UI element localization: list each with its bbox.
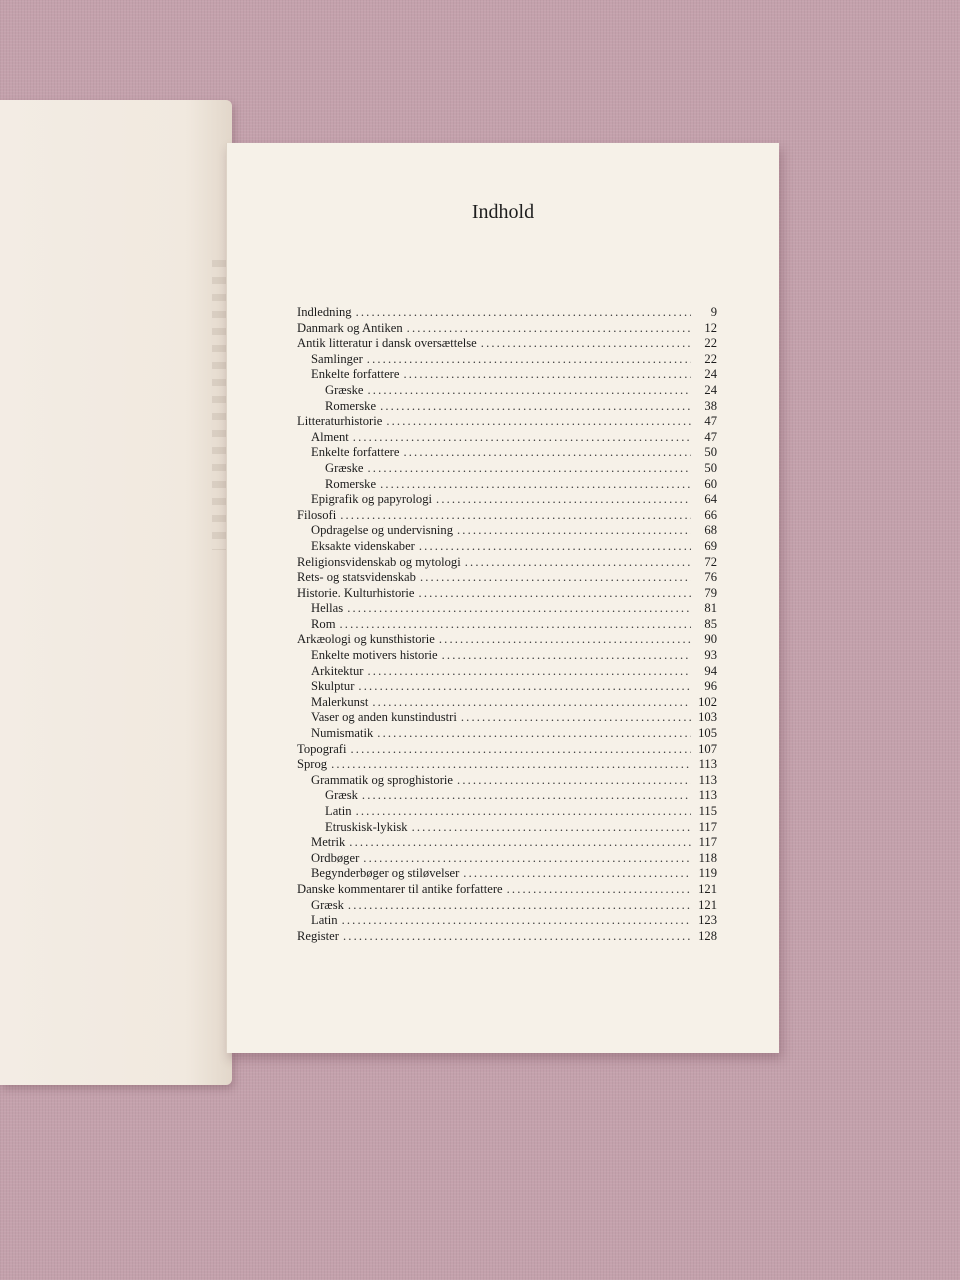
toc-entry-page: 22 bbox=[704, 351, 717, 366]
dot-leader bbox=[367, 383, 691, 399]
toc-entry bbox=[297, 352, 717, 368]
dot-leader bbox=[457, 523, 691, 539]
toc-entry-label: Begynderbøger og stiløvelser bbox=[311, 866, 460, 881]
toc-entry bbox=[297, 898, 717, 914]
dot-leader bbox=[442, 648, 691, 664]
toc-entry-page: 24 bbox=[704, 382, 717, 397]
dot-leader bbox=[412, 820, 691, 836]
toc-entry bbox=[297, 757, 717, 773]
toc-entry-page: 123 bbox=[698, 913, 717, 928]
left-page bbox=[0, 100, 232, 1085]
toc-entry-label: Alment bbox=[311, 429, 349, 444]
dot-leader bbox=[386, 414, 691, 430]
toc-entry bbox=[297, 321, 717, 337]
toc-entry bbox=[297, 508, 717, 524]
dot-leader bbox=[343, 929, 691, 945]
toc-entry bbox=[297, 710, 717, 726]
dot-leader bbox=[380, 477, 691, 493]
toc-entry-page: 115 bbox=[698, 804, 717, 818]
toc-entry-label: Hellas bbox=[311, 601, 344, 616]
dot-leader bbox=[407, 321, 691, 337]
toc-entry-label: Register bbox=[297, 928, 339, 943]
toc-entry-page: 113 bbox=[698, 788, 717, 803]
toc-entry-page: 121 bbox=[698, 881, 717, 896]
dot-leader bbox=[403, 367, 691, 383]
toc-entry bbox=[297, 742, 717, 758]
dot-leader bbox=[457, 773, 691, 789]
toc-entry-label: Enkelte forfattere bbox=[311, 445, 400, 460]
toc-entry bbox=[297, 695, 717, 711]
toc-entry-label: Ordbøger bbox=[311, 850, 360, 865]
toc-entry-page: 22 bbox=[704, 336, 717, 351]
toc-entry bbox=[297, 851, 717, 867]
dot-leader bbox=[350, 742, 691, 758]
dot-leader bbox=[377, 726, 691, 742]
toc-entry bbox=[297, 632, 717, 648]
toc-entry-page: 24 bbox=[704, 367, 717, 382]
toc-entry-label: Latin bbox=[325, 804, 352, 818]
toc-entry bbox=[297, 648, 717, 664]
dot-leader bbox=[340, 508, 691, 524]
toc-entry bbox=[297, 664, 717, 680]
toc-entry-page: 50 bbox=[704, 445, 717, 460]
toc-entry-page: 107 bbox=[698, 741, 717, 756]
toc-entry bbox=[297, 601, 717, 617]
toc-entry bbox=[297, 336, 717, 352]
toc-entry-label: Grammatik og sproghistorie bbox=[311, 772, 454, 787]
toc-entry bbox=[297, 882, 717, 898]
toc-entry bbox=[297, 570, 717, 586]
toc-entry-label: Græske bbox=[325, 382, 364, 397]
toc-entry-page: 68 bbox=[704, 523, 717, 538]
dot-leader bbox=[439, 632, 691, 648]
toc-entry-label: Rets- og statsvidenskab bbox=[297, 570, 416, 585]
toc-entry-page: 66 bbox=[704, 507, 717, 522]
toc-entry bbox=[297, 788, 717, 804]
dot-leader bbox=[419, 586, 691, 602]
toc-entry-page: 12 bbox=[704, 320, 717, 335]
toc-entry bbox=[297, 414, 717, 430]
dot-leader bbox=[403, 445, 691, 461]
right-page bbox=[226, 143, 779, 1053]
toc-entry-label: Skulptur bbox=[311, 679, 355, 694]
toc-entry-page: 103 bbox=[698, 710, 717, 725]
toc-entry bbox=[297, 383, 717, 399]
toc-entry-page: 113 bbox=[698, 772, 717, 787]
toc-entry-label: Epigrafik og papyrologi bbox=[311, 492, 433, 507]
toc-entry-page: 93 bbox=[704, 648, 717, 663]
toc-entry bbox=[297, 492, 717, 508]
toc-entry-label: Topografi bbox=[297, 741, 347, 756]
toc-entry-label: Græsk bbox=[325, 788, 358, 803]
dot-leader bbox=[367, 352, 691, 368]
toc-entry-page: 118 bbox=[698, 850, 717, 865]
toc-entry bbox=[297, 586, 717, 602]
toc-entry bbox=[297, 523, 717, 539]
toc-entry-label: Malerkunst bbox=[311, 694, 369, 709]
toc-entry-label: Numismatik bbox=[311, 726, 374, 741]
toc-entry bbox=[297, 679, 717, 695]
toc-entry-label: Latin bbox=[311, 913, 338, 928]
toc-entry-page: 121 bbox=[698, 897, 717, 912]
toc-entry-label: Danske kommentarer til antike forfattere bbox=[297, 881, 503, 896]
toc-entry bbox=[297, 820, 717, 836]
toc-entry-page: 47 bbox=[704, 414, 717, 429]
dot-leader bbox=[362, 788, 691, 804]
dot-leader bbox=[367, 461, 691, 477]
toc-entry-label: Antik litteratur i dansk oversættelse bbox=[297, 336, 477, 351]
toc-entry bbox=[297, 555, 717, 571]
toc-entry-label: Religionsvidenskab og mytologi bbox=[297, 554, 461, 569]
toc-entry-label: Romerske bbox=[325, 476, 377, 491]
dot-leader bbox=[420, 570, 691, 586]
dot-leader bbox=[465, 555, 691, 571]
page-title: Indhold bbox=[471, 201, 535, 223]
toc-entry-page: 69 bbox=[704, 538, 717, 553]
toc-entry-page: 96 bbox=[704, 679, 717, 694]
toc-entry-label: Arkitektur bbox=[311, 663, 364, 678]
dot-leader bbox=[340, 617, 692, 633]
toc-entry-page: 38 bbox=[704, 398, 717, 413]
dot-leader bbox=[356, 804, 691, 820]
toc-entry-page: 81 bbox=[704, 601, 717, 616]
toc-entry bbox=[297, 539, 717, 555]
dot-leader bbox=[331, 757, 691, 773]
toc-entry bbox=[297, 461, 717, 477]
toc-entry-page: 47 bbox=[704, 429, 717, 444]
dot-leader bbox=[353, 430, 691, 446]
dot-leader bbox=[348, 898, 691, 914]
toc-entry-page: 105 bbox=[698, 726, 717, 741]
toc-entry-label: Enkelte forfattere bbox=[311, 367, 400, 382]
dot-leader bbox=[372, 695, 691, 711]
toc-entry-page: 90 bbox=[704, 632, 717, 647]
toc-entry-page: 50 bbox=[704, 460, 717, 475]
toc-entry-label: Metrik bbox=[311, 835, 346, 850]
toc-entry-label: Etruskisk-lykisk bbox=[325, 819, 408, 834]
dot-leader bbox=[356, 305, 691, 321]
toc-entry-page: 9 bbox=[710, 305, 717, 319]
toc-entry-label: Enkelte motivers historie bbox=[311, 648, 438, 663]
toc-entry-page: 60 bbox=[704, 476, 717, 491]
toc-entry-label: Danmark og Antiken bbox=[297, 320, 403, 335]
toc-entry-label: Samlinger bbox=[311, 351, 363, 366]
dot-leader bbox=[419, 539, 691, 555]
toc-entry-label: Rom bbox=[311, 616, 336, 631]
dot-leader bbox=[461, 710, 691, 726]
dot-leader bbox=[436, 492, 691, 508]
toc-entry-page: 113 bbox=[698, 757, 717, 772]
toc-entry bbox=[297, 913, 717, 929]
toc-entry-label: Filosofi bbox=[297, 507, 337, 522]
toc-entry-page: 64 bbox=[704, 492, 717, 507]
toc-entry bbox=[297, 804, 717, 820]
toc-entry-page: 102 bbox=[698, 694, 717, 709]
table-of-contents bbox=[297, 305, 717, 944]
toc-entry-label: Vaser og anden kunstindustri bbox=[311, 710, 457, 725]
toc-entry bbox=[297, 726, 717, 742]
toc-entry-label: Græske bbox=[325, 460, 364, 475]
toc-entry bbox=[297, 367, 717, 383]
dot-leader bbox=[380, 399, 691, 415]
dot-leader bbox=[363, 851, 691, 867]
dot-leader bbox=[481, 336, 691, 352]
toc-entry bbox=[297, 305, 717, 321]
toc-entry bbox=[297, 430, 717, 446]
toc-entry-page: 85 bbox=[704, 616, 717, 631]
toc-entry bbox=[297, 477, 717, 493]
toc-entry-label: Opdragelse og undervisning bbox=[311, 523, 453, 538]
toc-entry-page: 76 bbox=[704, 570, 717, 585]
toc-entry-label: Historie. Kulturhistorie bbox=[297, 585, 415, 600]
dot-leader bbox=[347, 601, 691, 617]
toc-entry-page: 72 bbox=[704, 554, 717, 569]
toc-entry-label: Sprog bbox=[297, 757, 328, 772]
toc-entry-label: Litteraturhistorie bbox=[297, 414, 383, 429]
toc-entry-label: Græsk bbox=[311, 897, 344, 912]
dot-leader bbox=[349, 835, 691, 851]
toc-entry bbox=[297, 835, 717, 851]
toc-entry bbox=[297, 773, 717, 789]
toc-entry-page: 94 bbox=[704, 663, 717, 678]
toc-entry-label: Indledning bbox=[297, 305, 352, 319]
dot-leader bbox=[342, 913, 691, 929]
toc-entry bbox=[297, 617, 717, 633]
toc-entry-label: Eksakte videnskaber bbox=[311, 538, 415, 553]
toc-entry-page: 119 bbox=[698, 866, 717, 881]
toc-entry-page: 128 bbox=[698, 928, 717, 943]
toc-entry-page: 79 bbox=[704, 585, 717, 600]
toc-entry-label: Arkæologi og kunsthistorie bbox=[297, 632, 435, 647]
toc-entry bbox=[297, 445, 717, 461]
toc-entry bbox=[297, 866, 717, 882]
toc-entry-page: 117 bbox=[698, 835, 717, 850]
dot-leader bbox=[367, 664, 691, 680]
dot-leader bbox=[463, 866, 691, 882]
toc-entry-page: 117 bbox=[698, 819, 717, 834]
dot-leader bbox=[358, 679, 691, 695]
toc-entry bbox=[297, 929, 717, 945]
dot-leader bbox=[507, 882, 691, 898]
toc-entry-label: Romerske bbox=[325, 398, 377, 413]
toc-entry bbox=[297, 399, 717, 415]
